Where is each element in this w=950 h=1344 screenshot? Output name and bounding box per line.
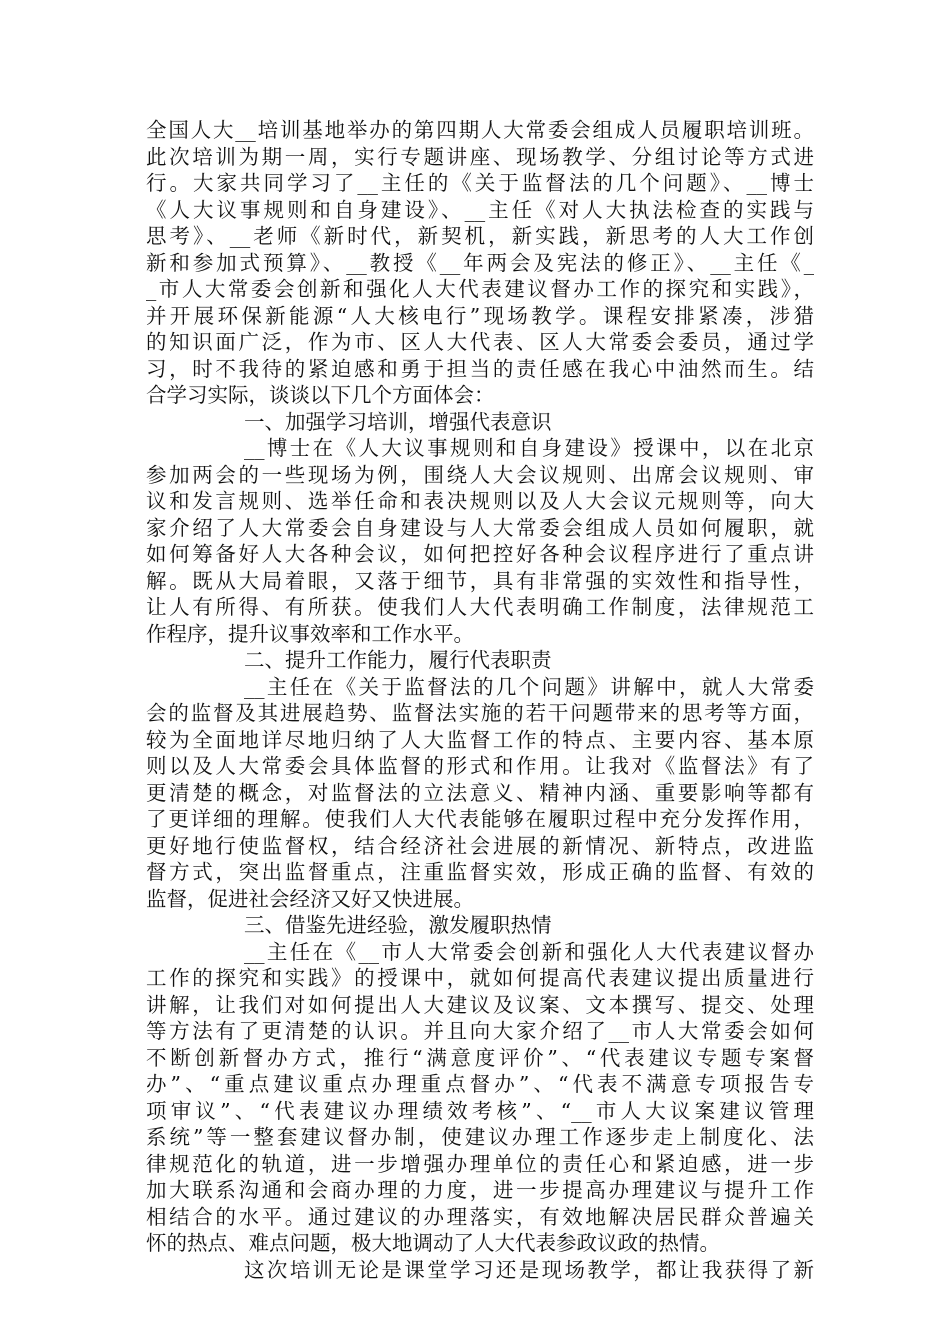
- paragraph-line: 此次培训为期一周，实行专题讲座、现场教学、分组讨论等方式进: [146, 144, 814, 169]
- paragraph-line: 监督，促进社会经济又好又快进展。: [146, 886, 474, 911]
- paragraph-line: 议和发言规则、选举任命和表决规则以及人大会议元规则等，向大: [146, 489, 814, 513]
- paragraph-line: 合学习实际，谈谈以下几个方面体会：: [146, 383, 495, 407]
- paragraph-line: 如何筹备好人大各种会议，如何把控好各种会议程序进行了重点讲: [146, 542, 814, 566]
- paragraph-line: 讲解，让我们对如何提出人大建议及议案、文本撰写、提交、处理: [146, 992, 814, 1017]
- paragraph-line: 全国人大__培训基地举办的第四期人大常委会组成人员履职培训班。: [146, 118, 814, 142]
- paragraph-line: 律规范化的轨道，进一步增强办理单位的责任心和紧迫感，进一步: [146, 1151, 814, 1176]
- paragraph-line: 家介绍了人大常委会自身建设与人大常委会组成人员如何履职，就: [146, 515, 814, 540]
- paragraph-line: 作程序，提升议事效率和工作水平。: [146, 621, 474, 646]
- paragraph-line: 让人有所得、有所获。使我们人大代表明确工作制度，法律规范工: [146, 595, 814, 619]
- paragraph-line: 新和参加式预算》、__教授《__年两会及宪法的修正》、__主任《_: [146, 250, 814, 275]
- paragraph-line: 督方式，突出监督重点，注重监督实效，形成正确的监督、有效的: [146, 860, 814, 884]
- paragraph-line: 思考》、__老师《新时代，新契机，新实践，新思考的人大工作创: [146, 224, 814, 248]
- paragraph-line: 办”、“重点建议重点办理重点督办”、“代表不满意专项报告专: [146, 1072, 814, 1096]
- section-heading: 一、加强学习培训，增强代表意识: [244, 409, 552, 434]
- paragraph-line: 不断创新督办方式，推行“满意度评价”、“代表建议专题专案督: [146, 1045, 814, 1070]
- paragraph-line: 会的监督及其进展趋势、监督法实施的若干问题带来的思考等方面，: [146, 701, 814, 725]
- paragraph-line: 更好地行使监督权，结合经济社会进展的新情况、新特点，改进监: [146, 833, 814, 858]
- paragraph-line: 了更详细的理解。使我们人大代表能够在履职过程中充分发挥作用，: [146, 807, 814, 831]
- paragraph-line: __主任在《__市人大常委会创新和强化人大代表建议督办: [244, 939, 814, 964]
- paragraph-line: __博士在《人大议事规则和自身建设》授课中，以在北京: [244, 436, 814, 460]
- paragraph-line: __主任在《关于监督法的几个问题》讲解中，就人大常委: [244, 674, 814, 699]
- section-heading: 三、借鉴先进经验，激发履职热情: [244, 913, 552, 937]
- paragraph-line: 系统”等一整套建议督办制，使建议办理工作逐步走上制度化、法: [146, 1125, 814, 1149]
- paragraph-line: 则以及人大常委会具体监督的形式和作用。让我对《监督法》有了: [146, 754, 814, 778]
- paragraph-line: 项审议”、“代表建议办理绩效考核”、“__市人大议案建议管理: [146, 1098, 814, 1123]
- paragraph-line: 加大联系沟通和会商办理的力度，进一步提高办理建议与提升工作: [146, 1178, 814, 1202]
- paragraph-line: 行。大家共同学习了__主任的《关于监督法的几个问题》、__博士: [146, 171, 814, 195]
- paragraph-line: 的知识面广泛，作为市、区人大代表、区人大常委会委员，通过学: [146, 330, 814, 354]
- paragraph-line: 更清楚的概念，对监督法的立法意义、精神内涵、重要影响等都有: [146, 780, 814, 805]
- paragraph-line: 这次培训无论是课堂学习还是现场教学，都让我获得了新: [244, 1257, 814, 1282]
- paragraph-line: 参加两会的一些现场为例，围绕人大会议规则、出席会议规则、审: [146, 462, 814, 487]
- paragraph-line: 解。既从大局着眼，又落于细节，具有非常强的实效性和指导性，: [146, 568, 814, 593]
- paragraph-line: _市人大常委会创新和强化人大代表建议督办工作的探究和实践》，: [146, 277, 814, 301]
- paragraph-line: 工作的探究和实践》的授课中，就如何提高代表建议提出质量进行: [146, 966, 814, 990]
- paragraph-line: 怀的热点、难点问题，极大地调动了人大代表参政议政的热情。: [146, 1231, 720, 1255]
- section-heading: 二、提升工作能力，履行代表职责: [244, 648, 552, 672]
- paragraph-line: 并开展环保新能源“人大核电行”现场教学。课程安排紧凑，涉猎: [146, 303, 814, 328]
- paragraph-line: 较为全面地详尽地归纳了人大监督工作的特点、主要内容、基本原: [146, 727, 814, 752]
- paragraph-line: 《人大议事规则和自身建设》、__主任《对人大执法检查的实践与: [146, 197, 814, 222]
- paragraph-line: 相结合的水平。通过建议的办理落实，有效地解决居民群众普遍关: [146, 1204, 814, 1229]
- document-page: [146, 117, 814, 1283]
- paragraph-line: 等方法有了更清楚的认识。并且向大家介绍了__市人大常委会如何: [146, 1019, 814, 1043]
- paragraph-line: 习，时不我待的紧迫感和勇于担当的责任感在我心中油然而生。结: [146, 356, 814, 381]
